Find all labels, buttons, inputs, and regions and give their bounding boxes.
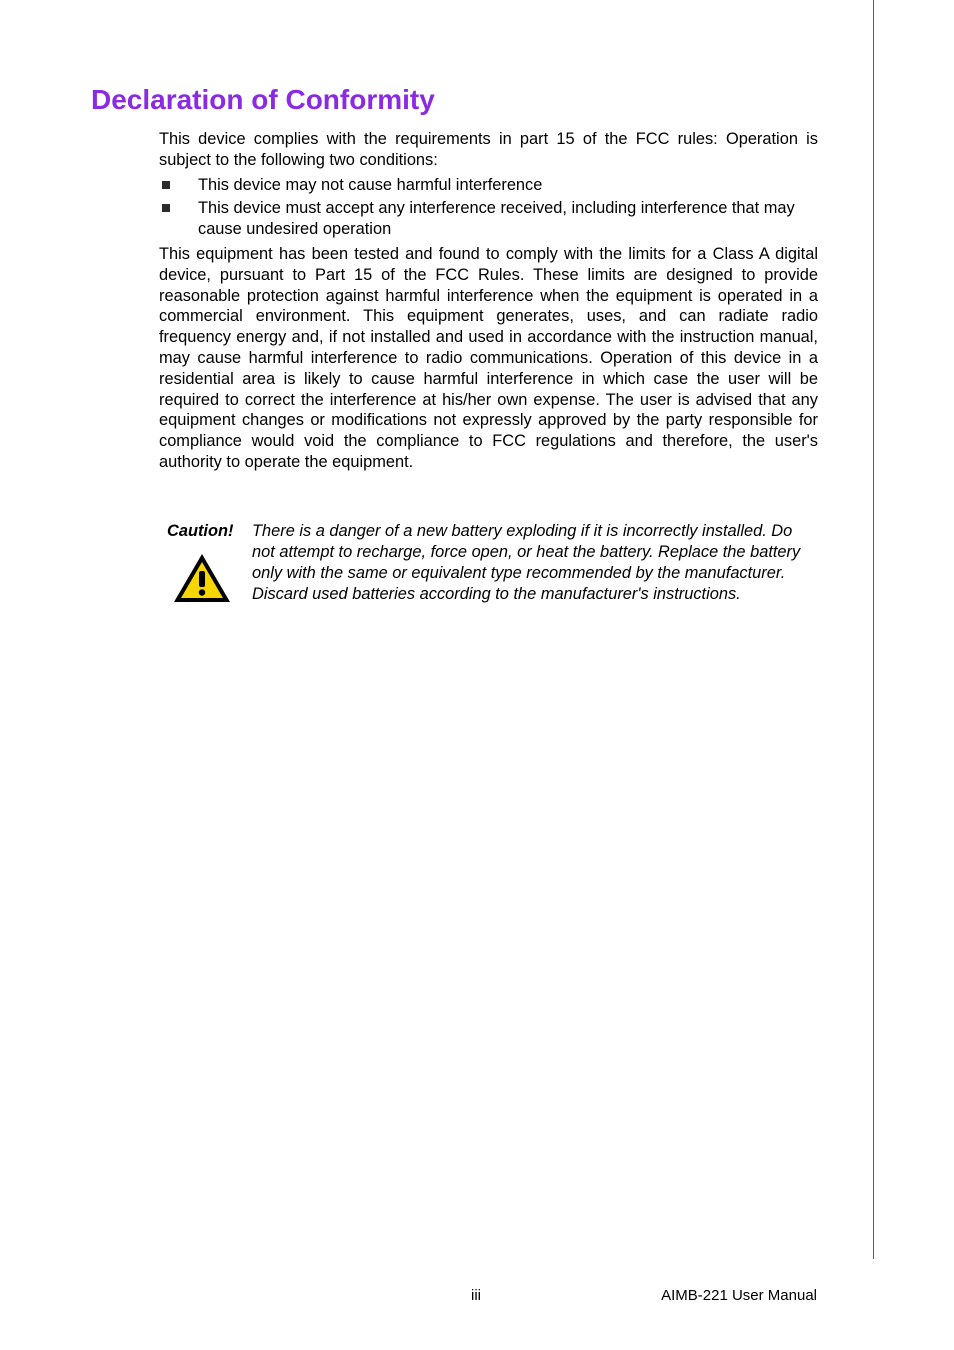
list-item <box>159 198 818 240</box>
caution-text: There is a danger of a new battery exploding if it is incorrectly installed. Do not attempt to recharge, force open, or heat the battery. Replace the battery only with the same or equivalent type recommended by the manufacturer. Discard used batteries according to the manufacturer's instructions. <box>252 522 801 603</box>
warning-triangle-icon <box>172 552 232 604</box>
compliance-statement: This equipment has been tested and found to comply with the limits for a Class A digital device, pursuant to Part 15 of the FCC Rules. These limits are designed to provide reasonable protection against harmful interference when the equipment is operated in a commercial environment. This equipment generates, uses, and can radiate radio frequency energy and, if not installed and used in accordance with the instruction manual, may cause harmful interference to radio communications. Operation of this device in a residential area is likely to cause harmful interference in which case the user will be required to correct the interference at his/her own expense. The user is advised that any equipment changes or modifications not expressly approved by the party responsible for compliance would void the compliance to FCC regulations and therefore, the user's authority to operate the equipment. <box>159 244 818 471</box>
condition-text: This device may not cause harmful interference <box>198 175 543 194</box>
page-margin-rule <box>873 0 874 1259</box>
square-bullet-icon <box>162 204 170 212</box>
caution-label: Caution! <box>167 522 234 540</box>
fcc-section <box>159 129 818 473</box>
list-item <box>159 175 818 196</box>
conditions-list <box>159 175 818 240</box>
page-number: iii <box>471 1287 481 1304</box>
page-title: Declaration of Conformity <box>91 84 435 115</box>
condition-text: This device must accept any interference received, including interference that may cause undesired operation <box>198 199 795 239</box>
square-bullet-icon <box>162 181 170 189</box>
manual-name: AIMB-221 User Manual <box>661 1287 817 1304</box>
intro-paragraph: This device complies with the requirements in part 15 of the FCC rules: Operation is subject to the following two conditions: <box>159 130 818 169</box>
